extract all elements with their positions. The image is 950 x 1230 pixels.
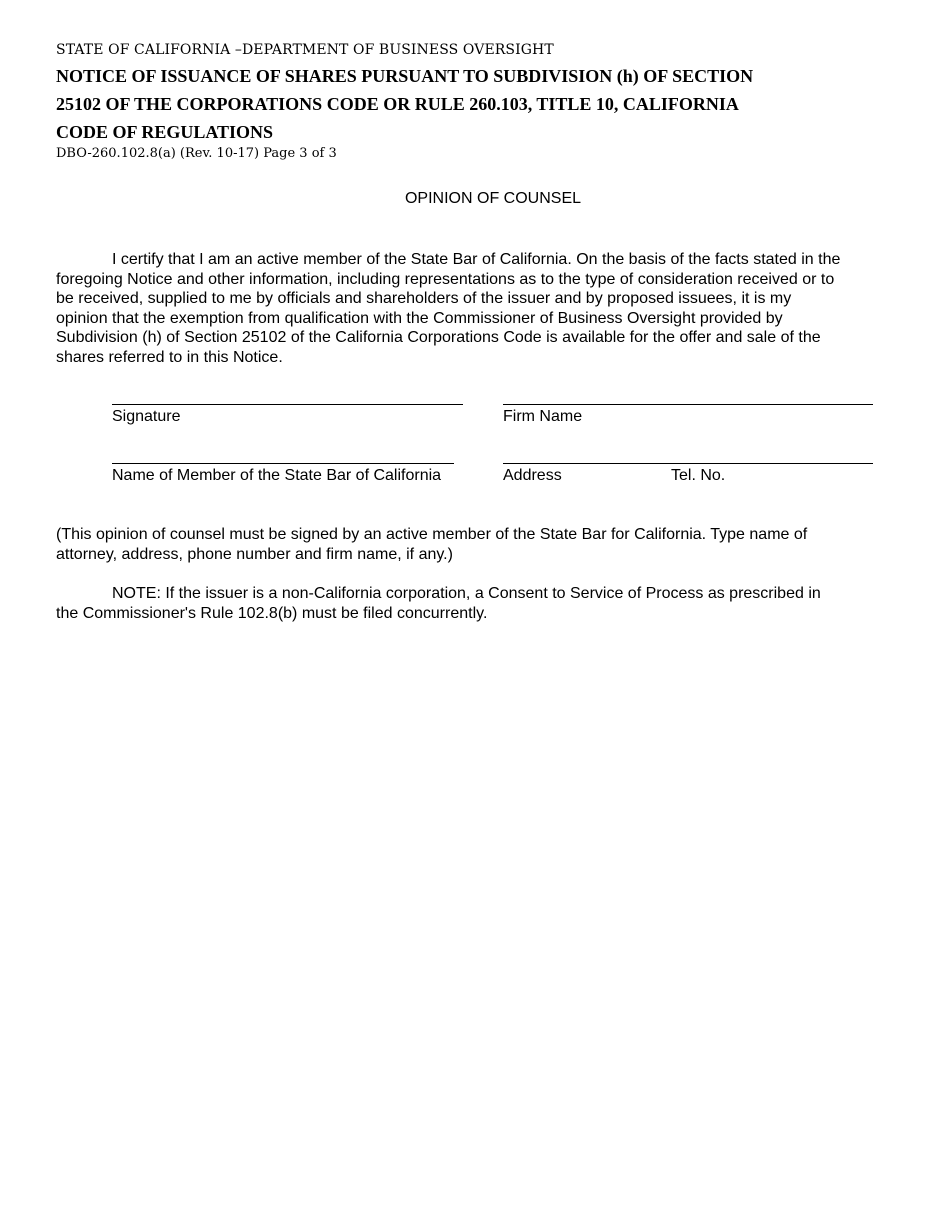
certification-line: Subdivision (h) of Section 25102 of the California Corporations Code is available for the offer and sale of the (56, 329, 821, 347)
certification-line: shares referred to in this Notice. (56, 348, 283, 366)
certification-line: opinion that the exemption from qualification with the Commissioner of Business Oversight provided by (56, 309, 783, 327)
firm-name-label: Firm Name (503, 408, 583, 425)
tel-label: Tel. No. (671, 467, 726, 484)
agency-name: STATE OF CALIFORNIA –DEPARTMENT OF BUSINESS OVERSIGHT (56, 42, 554, 58)
form-number: DBO-260.102.8(a) (Rev. 10-17) Page 3 of 3 (56, 146, 337, 161)
form-title-line: NOTICE OF ISSUANCE OF SHARES PURSUANT TO SUBDIVISION (h) OF SECTION (56, 66, 754, 86)
certification-line: be received, supplied to me by officials and shareholders of the issuer and by proposed issuees, it is my (56, 290, 792, 308)
signature-label: Signature (112, 408, 181, 425)
form-title (56, 62, 916, 146)
member-name-line[interactable] (112, 463, 454, 464)
member-name-label: Name of Member of the State Bar of California (112, 467, 442, 484)
instructions-line: attorney, address, phone number and firm name, if any.) (56, 545, 453, 563)
section-heading: OPINION OF COUNSEL (404, 190, 582, 207)
firm-name-line[interactable] (503, 404, 873, 405)
certification-line: I certify that I am an active member of the State Bar of California. On the basis of the facts stated in the (112, 251, 841, 268)
address-label: Address (503, 467, 562, 484)
signature-line[interactable] (112, 404, 463, 405)
certification-paragraph (56, 250, 898, 368)
form-title-line: 25102 OF THE CORPORATIONS CODE OR RULE 260.103, TITLE 10, CALIFORNIA (56, 94, 739, 114)
form-title-line: CODE OF REGULATIONS (56, 122, 274, 142)
note-line: the Commissioner's Rule 102.8(b) must be filed concurrently. (56, 604, 488, 622)
address-phone-line[interactable] (503, 463, 873, 464)
instructions-paragraph (56, 525, 916, 564)
certification-line: foregoing Notice and other information, including representations as to the type of consideration received or to (56, 270, 835, 288)
note-paragraph (56, 584, 916, 623)
instructions-line: (This opinion of counsel must be signed by an active member of the State Bar for California. Type name of (56, 526, 808, 543)
note-line: NOTE: If the issuer is a non-California corporation, a Consent to Service of Process as prescribed in (112, 585, 821, 602)
